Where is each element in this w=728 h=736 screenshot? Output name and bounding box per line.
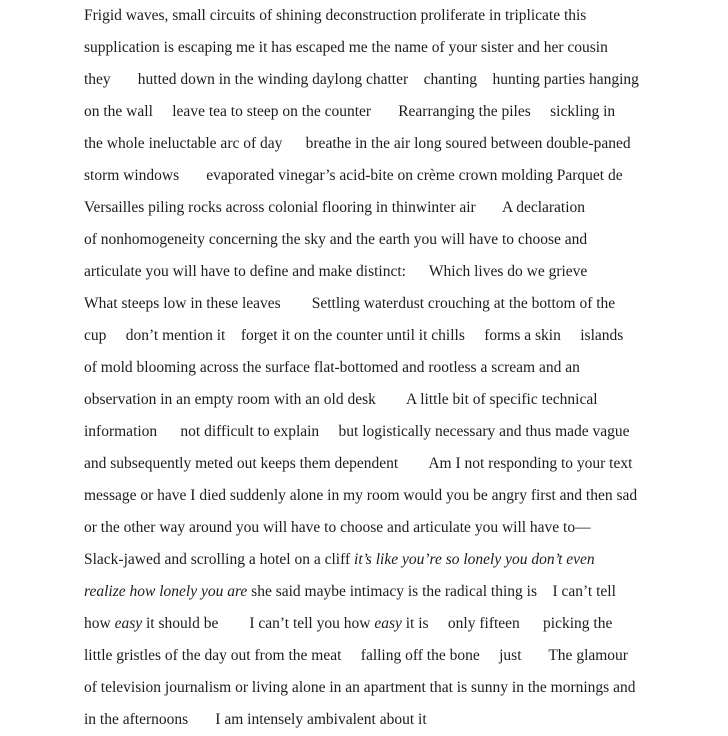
poem-segment: Slack-jawed and scrolling a hotel on a cliff — [84, 551, 355, 568]
poem-segment: Versailles piling rocks across colonial flooring in thinwinter air A declaration — [84, 199, 586, 216]
poem-line — [84, 576, 712, 608]
poem-segment: message or have I died suddenly alone in my room would you be angry first and then sad — [84, 487, 638, 504]
poem-line — [84, 544, 712, 576]
poem-line — [84, 224, 712, 256]
poem-line — [84, 512, 712, 544]
poem-segment: Frigid waves, small circuits of shining deconstruction proliferate in triplicate this — [84, 7, 587, 24]
poem-line — [84, 416, 712, 448]
poem-line — [84, 160, 712, 192]
poem-segment: and subsequently meted out keeps them dependent Am I not responding to your text — [84, 455, 633, 472]
poem-segment: cup don’t mention it forget it on the counter until it chills forms a skin islands — [84, 327, 624, 344]
poem-segment: observation in an empty room with an old desk A little bit of specific technical — [84, 391, 598, 408]
poem-body — [84, 0, 712, 736]
poem-segment-italic: easy — [114, 615, 143, 632]
poem-line — [84, 480, 712, 512]
poem-segment: it is only fifteen picking the — [401, 615, 613, 632]
poem-segment: the whole ineluctable arc of day breathe in the air long soured between double-paned — [84, 135, 631, 152]
poem-segment-italic: realize how lonely you are — [84, 583, 248, 600]
poem-line — [84, 32, 712, 64]
poem-segment: how — [84, 615, 115, 632]
poem-segment: information not difficult to explain but logistically necessary and thus made vague — [84, 423, 630, 440]
poem-line — [84, 0, 712, 32]
poem-segment: supplication is escaping me it has escaped me the name of your sister and her cousin — [84, 39, 608, 56]
poem-segment: of television journalism or living alone in an apartment that is sunny in the mornings and — [84, 679, 636, 696]
poem-segment: she said maybe intimacy is the radical thing is I can’t tell — [247, 583, 616, 600]
poem-segment: What steeps low in these leaves Settling waterdust crouching at the bottom of the — [84, 295, 616, 312]
poem-segment: articulate you will have to define and make distinct: Which lives do we grieve — [84, 263, 588, 280]
poem-segment: in the afternoons I am intensely ambivalent about it — [84, 711, 427, 728]
poem-segment: little gristles of the day out from the meat falling off the bone just The glamour — [84, 647, 628, 664]
poem-segment: of mold blooming across the surface flat-bottomed and rootless a scream and an — [84, 359, 580, 376]
poem-line — [84, 96, 712, 128]
poem-line — [84, 128, 712, 160]
poem-line — [84, 640, 712, 672]
poem-segment-italic: it’s like you’re so lonely you don’t even — [354, 551, 595, 568]
poem-segment: of nonhomogeneity concerning the sky and the earth you will have to choose and — [84, 231, 588, 248]
poem-line — [84, 256, 712, 288]
poem-segment: or the other way around you will have to choose and articulate you will have to— — [84, 519, 591, 536]
poem-segment: storm windows evaporated vinegar’s acid-bite on crème crown molding Parquet de — [84, 167, 623, 184]
poem-line — [84, 288, 712, 320]
poem-line — [84, 352, 712, 384]
poem-segment-italic: easy — [374, 615, 402, 632]
poem-line — [84, 448, 712, 480]
poem-line — [84, 192, 712, 224]
poem-line — [84, 64, 712, 96]
poem-line — [84, 320, 712, 352]
poem-line — [84, 608, 712, 640]
poem-segment: on the wall leave tea to steep on the counter Rearranging the piles sickling in — [84, 103, 616, 120]
poem-segment: they hutted down in the winding daylong chatter chanting hunting parties hanging — [84, 71, 639, 88]
poem-segment: it should be I can’t tell you how — [142, 615, 375, 632]
poem-line — [84, 704, 712, 736]
poem-line — [84, 672, 712, 704]
poem-line — [84, 384, 712, 416]
